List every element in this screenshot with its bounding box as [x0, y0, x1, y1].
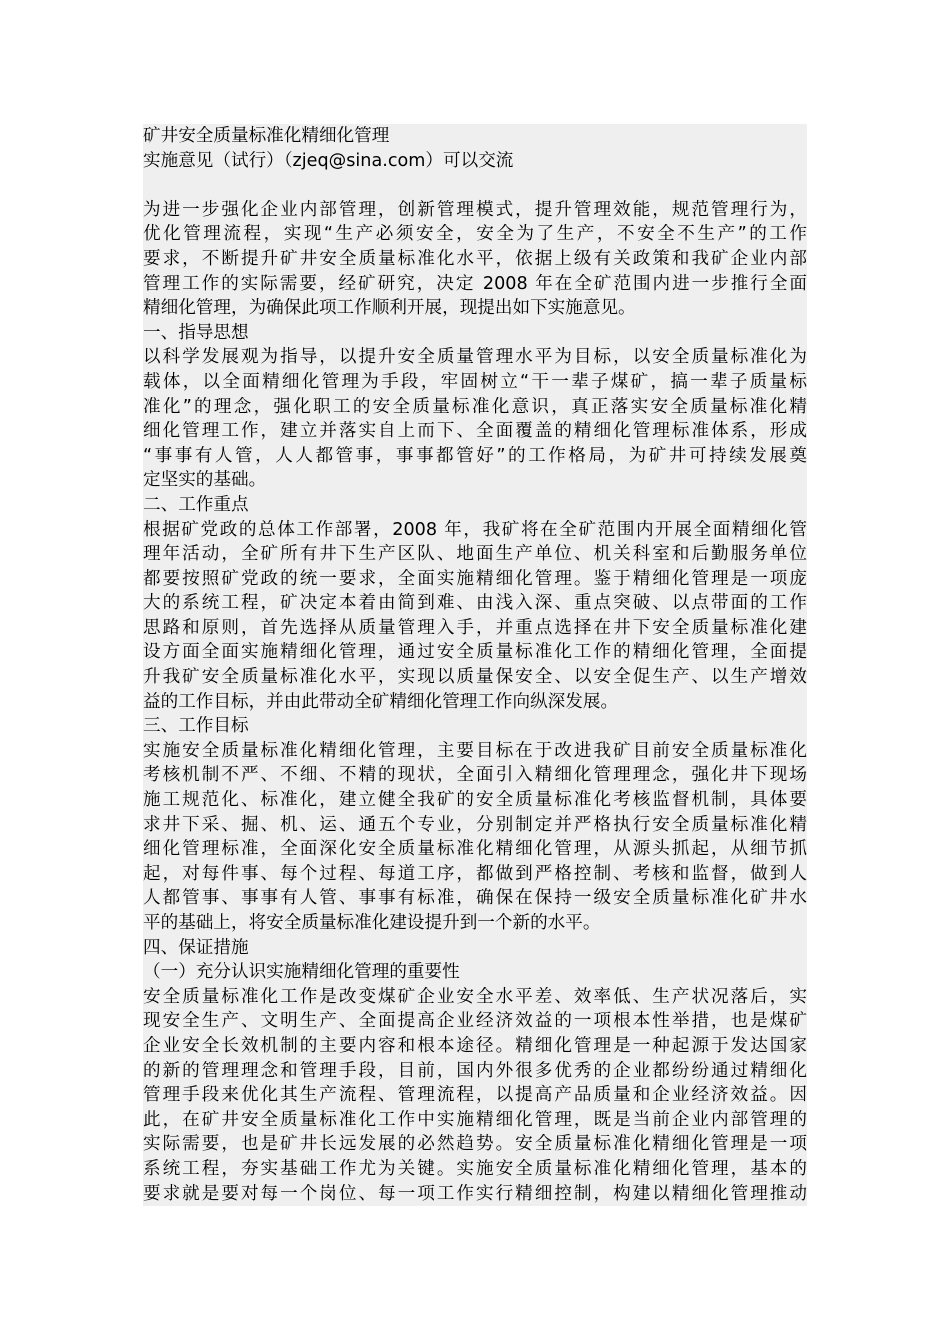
document-line: 管理工作的实际需要，经矿研究，决定 2008 年在全矿范围内进一步推行全面: [143, 273, 807, 294]
document-text-block: [143, 124, 807, 1206]
document-line: 求井下采、掘、机、运、通五个专业，分别制定并严格执行安全质量标准化精: [143, 814, 807, 835]
document-line: 实施安全质量标准化精细化管理，主要目标在于改进我矿目前安全质量标准化: [143, 740, 807, 761]
document-line: 的新的管理理念和管理手段，目前，国内外很多优秀的企业都纷纷通过精细化: [143, 1060, 807, 1081]
document-line: 此，在矿井安全质量标准化工作中实施精细化管理，既是当前企业内部管理的: [143, 1109, 807, 1130]
document-line: 三、工作目标: [143, 716, 249, 737]
document-line: 施工规范化、标准化，建立健全我矿的安全质量标准化考核监督机制，具体要: [143, 790, 807, 811]
document-line: 都要按照矿党政的统一要求，全面实施精细化管理。鉴于精细化管理是一项庞: [143, 568, 807, 589]
document-line: 思路和原则，首先选择从质量管理入手，并重点选择在井下安全质量标准化建: [143, 617, 807, 638]
document-line: “事事有人管，人人都管事，事事都管好”的工作格局，为矿井可持续发展奠: [143, 445, 807, 466]
document-line: 起，对每件事、每个过程、每道工序，都做到严格控制、考核和监督，做到人: [143, 863, 807, 884]
document-line: 现安全生产、文明生产、全面提高企业经济效益的一项根本性举措，也是煤矿: [143, 1011, 807, 1032]
document-line: 升我矿安全质量标准化水平，实现以质量保安全、以安全促生产、以生产增效: [143, 667, 807, 688]
document-line: 优化管理流程，实现“生产必须安全，安全为了生产，不安全不生产”的工作: [143, 224, 807, 245]
document-line: 企业安全长效机制的主要内容和根本途径。精细化管理是一种起源于发达国家: [143, 1035, 807, 1056]
document-title: 矿井安全质量标准化精细化管理: [143, 126, 390, 146]
document-line: 理年活动，全矿所有井下生产区队、地面生产单位、机关科室和后勤服务单位: [143, 544, 807, 565]
document-line: 二、工作重点: [143, 494, 249, 515]
document-line: 平的基础上，将安全质量标准化建设提升到一个新的水平。: [143, 913, 601, 933]
document-line: 要求，不断提升矿井安全质量标准化水平，依据上级有关政策和我矿企业内部: [143, 248, 807, 269]
document-line: 设方面全面实施精细化管理，通过安全质量标准化工作的精细化管理，全面提: [143, 642, 807, 663]
document-line: 大的系统工程，矿决定本着由简到难、由浅入深、重点突破、以点带面的工作: [143, 593, 807, 614]
document-line: 细化管理工作，建立并落实自上而下、全面覆盖的精细化管理标准体系，形成: [143, 421, 807, 442]
document-line: 系统工程，夯实基础工作尤为关键。实施安全质量标准化精细化管理，基本的: [143, 1158, 807, 1179]
document-line: 安全质量标准化工作是改变煤矿企业安全水平差、效率低、生产状况落后，实: [143, 986, 807, 1007]
document-line: （一）充分认识实施精细化管理的重要性: [143, 962, 460, 983]
document-subtitle: 实施意见（试行）（zjeq@sina.com）可以交流: [143, 150, 514, 171]
document-line: 要求就是要对每一个岗位、每一项工作实行精细控制，构建以精细化管理推动: [143, 1183, 807, 1204]
document-line: 载体，以全面精细化管理为手段，牢固树立“干一辈子煤矿，搞一辈子质量标: [143, 371, 807, 392]
document-line: 定坚实的基础。: [143, 470, 267, 491]
document-line: 精细化管理，为确保此项工作顺利开展，现提出如下实施意见。: [143, 298, 636, 319]
document-line: 一、指导思想: [143, 322, 249, 343]
document-line: 细化管理标准，全面深化安全质量标准化精细化管理，从源头抓起，从细节抓: [143, 839, 807, 860]
document-line: 人都管事、事事有人管、事事有标准，确保在保持一级安全质量标准化矿井水: [143, 888, 807, 909]
document-line: 以科学发展观为指导，以提升安全质量管理水平为目标，以安全质量标准化为: [143, 347, 807, 368]
document-line: 根据矿党政的总体工作部署，2008 年，我矿将在全矿范围内开展全面精细化管: [143, 519, 807, 540]
document-line: 考核机制不严、不细、不精的现状，全面引入精细化管理理念，强化井下现场: [143, 765, 807, 786]
document-line: 益的工作目标，并由此带动全矿精细化管理工作向纵深发展。: [143, 691, 619, 712]
document-line: 准化”的理念，强化职工的安全质量标准化意识，真正落实安全质量标准化精: [143, 396, 807, 417]
document-line: 实际需要，也是矿井长远发展的必然趋势。安全质量标准化精细化管理是一项: [143, 1134, 807, 1155]
document-line: 四、保证措施: [143, 937, 249, 958]
document-line: 为进一步强化企业内部管理，创新管理模式，提升管理效能，规范管理行为，: [143, 199, 807, 220]
document-line: 管理手段来优化其生产流程、管理流程，以提高产品质量和企业经济效益。因: [143, 1085, 807, 1106]
document-line: [143, 173, 807, 198]
